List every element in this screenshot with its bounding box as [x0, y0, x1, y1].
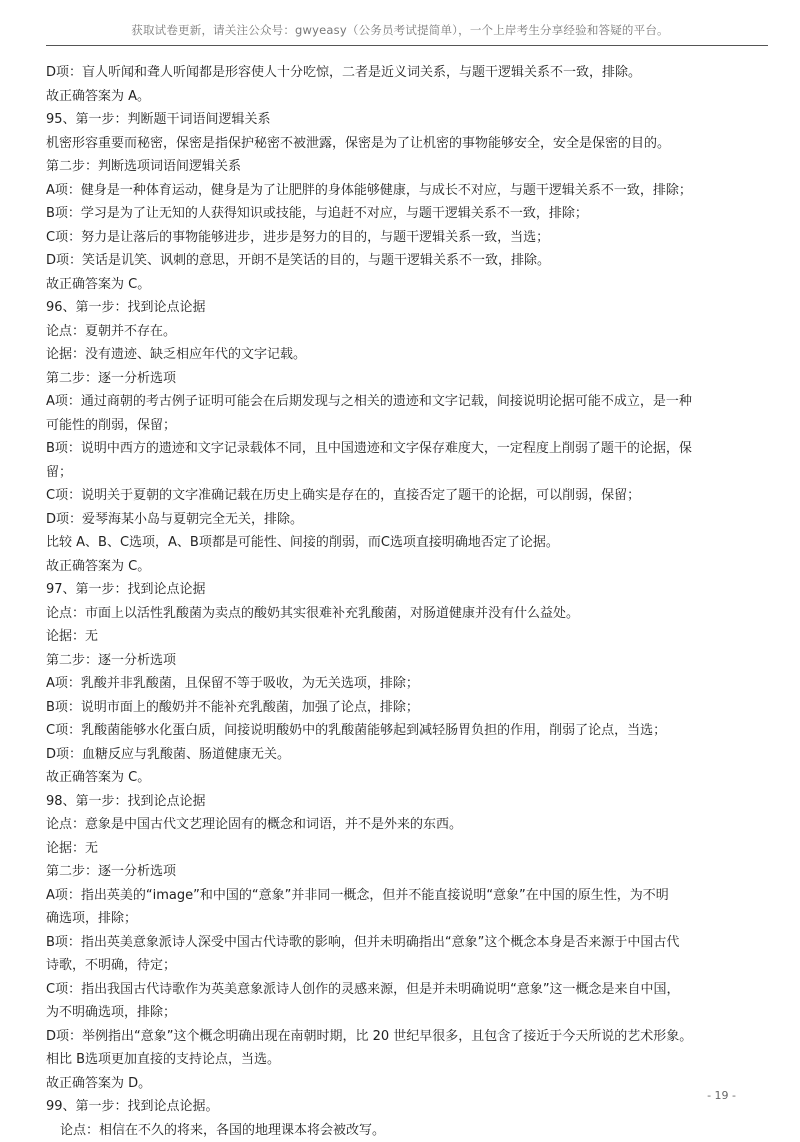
- text-line: B项：说明市面上的酸奶并不能补充乳酸菌，加强了论点，排除；: [46, 696, 758, 720]
- text-line: 为不明确选项，排除；: [46, 1001, 758, 1025]
- text-line: 论点：市面上以活性乳酸菌为卖点的酸奶其实很难补充乳酸菌，对肠道健康并没有什么益处。: [46, 602, 758, 626]
- text-line: 可能性的削弱，保留；: [46, 414, 758, 438]
- text-line: 相比 B选项更加直接的支持论点，当选。: [46, 1048, 758, 1072]
- answer-explanations: [46, 61, 758, 1142]
- text-line: B项：学习是为了让无知的人获得知识或技能，与追赶不对应，与题干逻辑关系不一致，排除；: [46, 202, 758, 226]
- text-line: A项：乳酸并非乳酸菌，且保留不等于吸收，为无关选项，排除；: [46, 672, 758, 696]
- text-line: 第二步：逐一分析选项: [46, 367, 758, 391]
- text-line: D项：爱琴海某小岛与夏朝完全无关，排除。: [46, 508, 758, 532]
- text-line: 诗歌，不明确，待定；: [46, 954, 758, 978]
- text-line: C项：说明关于夏朝的文字准确记载在历史上确实是存在的，直接否定了题干的论据，可以削弱，保留；: [46, 484, 758, 508]
- text-line: 97、第一步：找到论点论据: [46, 578, 758, 602]
- text-line: D项：笑话是讥笑、讽刺的意思，开朗不是笑话的目的，与题干逻辑关系不一致，排除。: [46, 249, 758, 273]
- text-line: 论点：夏朝并不存在。: [46, 320, 758, 344]
- text-line: A项：通过商朝的考古例子证明可能会在后期发现与之相关的遗迹和文字记载，间接说明论据可能不成立，是一种: [46, 390, 758, 414]
- text-line: 第二步：判断选项词语间逻辑关系: [46, 155, 758, 179]
- text-line: C项：乳酸菌能够水化蛋白质，间接说明酸奶中的乳酸菌能够起到减轻肠胃负担的作用，削弱了论点，当选；: [46, 719, 758, 743]
- text-line: 确选项，排除；: [46, 907, 758, 931]
- text-line: C项：指出我国古代诗歌作为英美意象派诗人创作的灵感来源，但是并未明确说明“意象”这一概念是来自中国，: [46, 978, 758, 1002]
- text-line: 99、第一步：找到论点论据。: [46, 1095, 758, 1119]
- text-line: A项：健身是一种体育运动，健身是为了让肥胖的身体能够健康，与成长不对应，与题干逻辑关系不一致，排除；: [46, 179, 758, 203]
- text-line: 论据：没有遗迹、缺乏相应年代的文字记载。: [46, 343, 758, 367]
- text-line: 故正确答案为 C。: [46, 273, 758, 297]
- text-line: D项：盲人听闻和聋人听闻都是形容使人十分吃惊，二者是近义词关系，与题干逻辑关系不一致，排除。: [46, 61, 758, 85]
- text-line: 故正确答案为 C。: [46, 766, 758, 790]
- page-number: - 19 -: [707, 1089, 736, 1102]
- text-line: B项：说明中西方的遗迹和文字记录载体不同，且中国遗迹和文字保存难度大，一定程度上削弱了题干的论据，保: [46, 437, 758, 461]
- text-line: A项：指出英美的“image”和中国的“意象”并非同一概念，但并不能直接说明“意象”在中国的原生性，为不明: [46, 884, 758, 908]
- text-line: 故正确答案为 C。: [46, 555, 758, 579]
- header-banner: 获取试卷更新，请关注公众号：gwyeasy（公务员考试提简单），一个上岸考生分享经验和答疑的平台。: [0, 22, 800, 38]
- text-line: 比较 A、B、C选项，A、B项都是可能性、间接的削弱，而C选项直接明确地否定了论据。: [46, 531, 758, 555]
- text-line: 留；: [46, 461, 758, 485]
- text-line: C项：努力是让落后的事物能够进步，进步是努力的目的，与题干逻辑关系一致，当选；: [46, 226, 758, 250]
- text-line: 故正确答案为 A。: [46, 85, 758, 109]
- text-line: D项：举例指出“意象”这个概念明确出现在南朝时期，比 20 世纪早很多，且包含了接近于今天所说的艺术形象。: [46, 1025, 758, 1049]
- text-line: 第二步：逐一分析选项: [46, 860, 758, 884]
- text-line: 故正确答案为 D。: [46, 1072, 758, 1096]
- text-line: 论据：无: [46, 625, 758, 649]
- text-line: 96、第一步：找到论点论据: [46, 296, 758, 320]
- text-line: D项：血糖反应与乳酸菌、肠道健康无关。: [46, 743, 758, 767]
- text-line: 机密形容重要而秘密，保密是指保护秘密不被泄露，保密是为了让机密的事物能够安全，安全是保密的目的。: [46, 132, 758, 156]
- text-line: 98、第一步：找到论点论据: [46, 790, 758, 814]
- text-line: 论据：无: [46, 837, 758, 861]
- header-divider: [46, 45, 768, 46]
- text-line: 第二步：逐一分析选项: [46, 649, 758, 673]
- text-line: 论点：相信在不久的将来，各国的地理课本将会被改写。: [46, 1119, 758, 1142]
- text-line: 论点：意象是中国古代文艺理论固有的概念和词语，并不是外来的东西。: [46, 813, 758, 837]
- text-line: 95、第一步：判断题干词语间逻辑关系: [46, 108, 758, 132]
- text-line: B项：指出英美意象派诗人深受中国古代诗歌的影响，但并未明确指出“意象”这个概念本身是否来源于中国古代: [46, 931, 758, 955]
